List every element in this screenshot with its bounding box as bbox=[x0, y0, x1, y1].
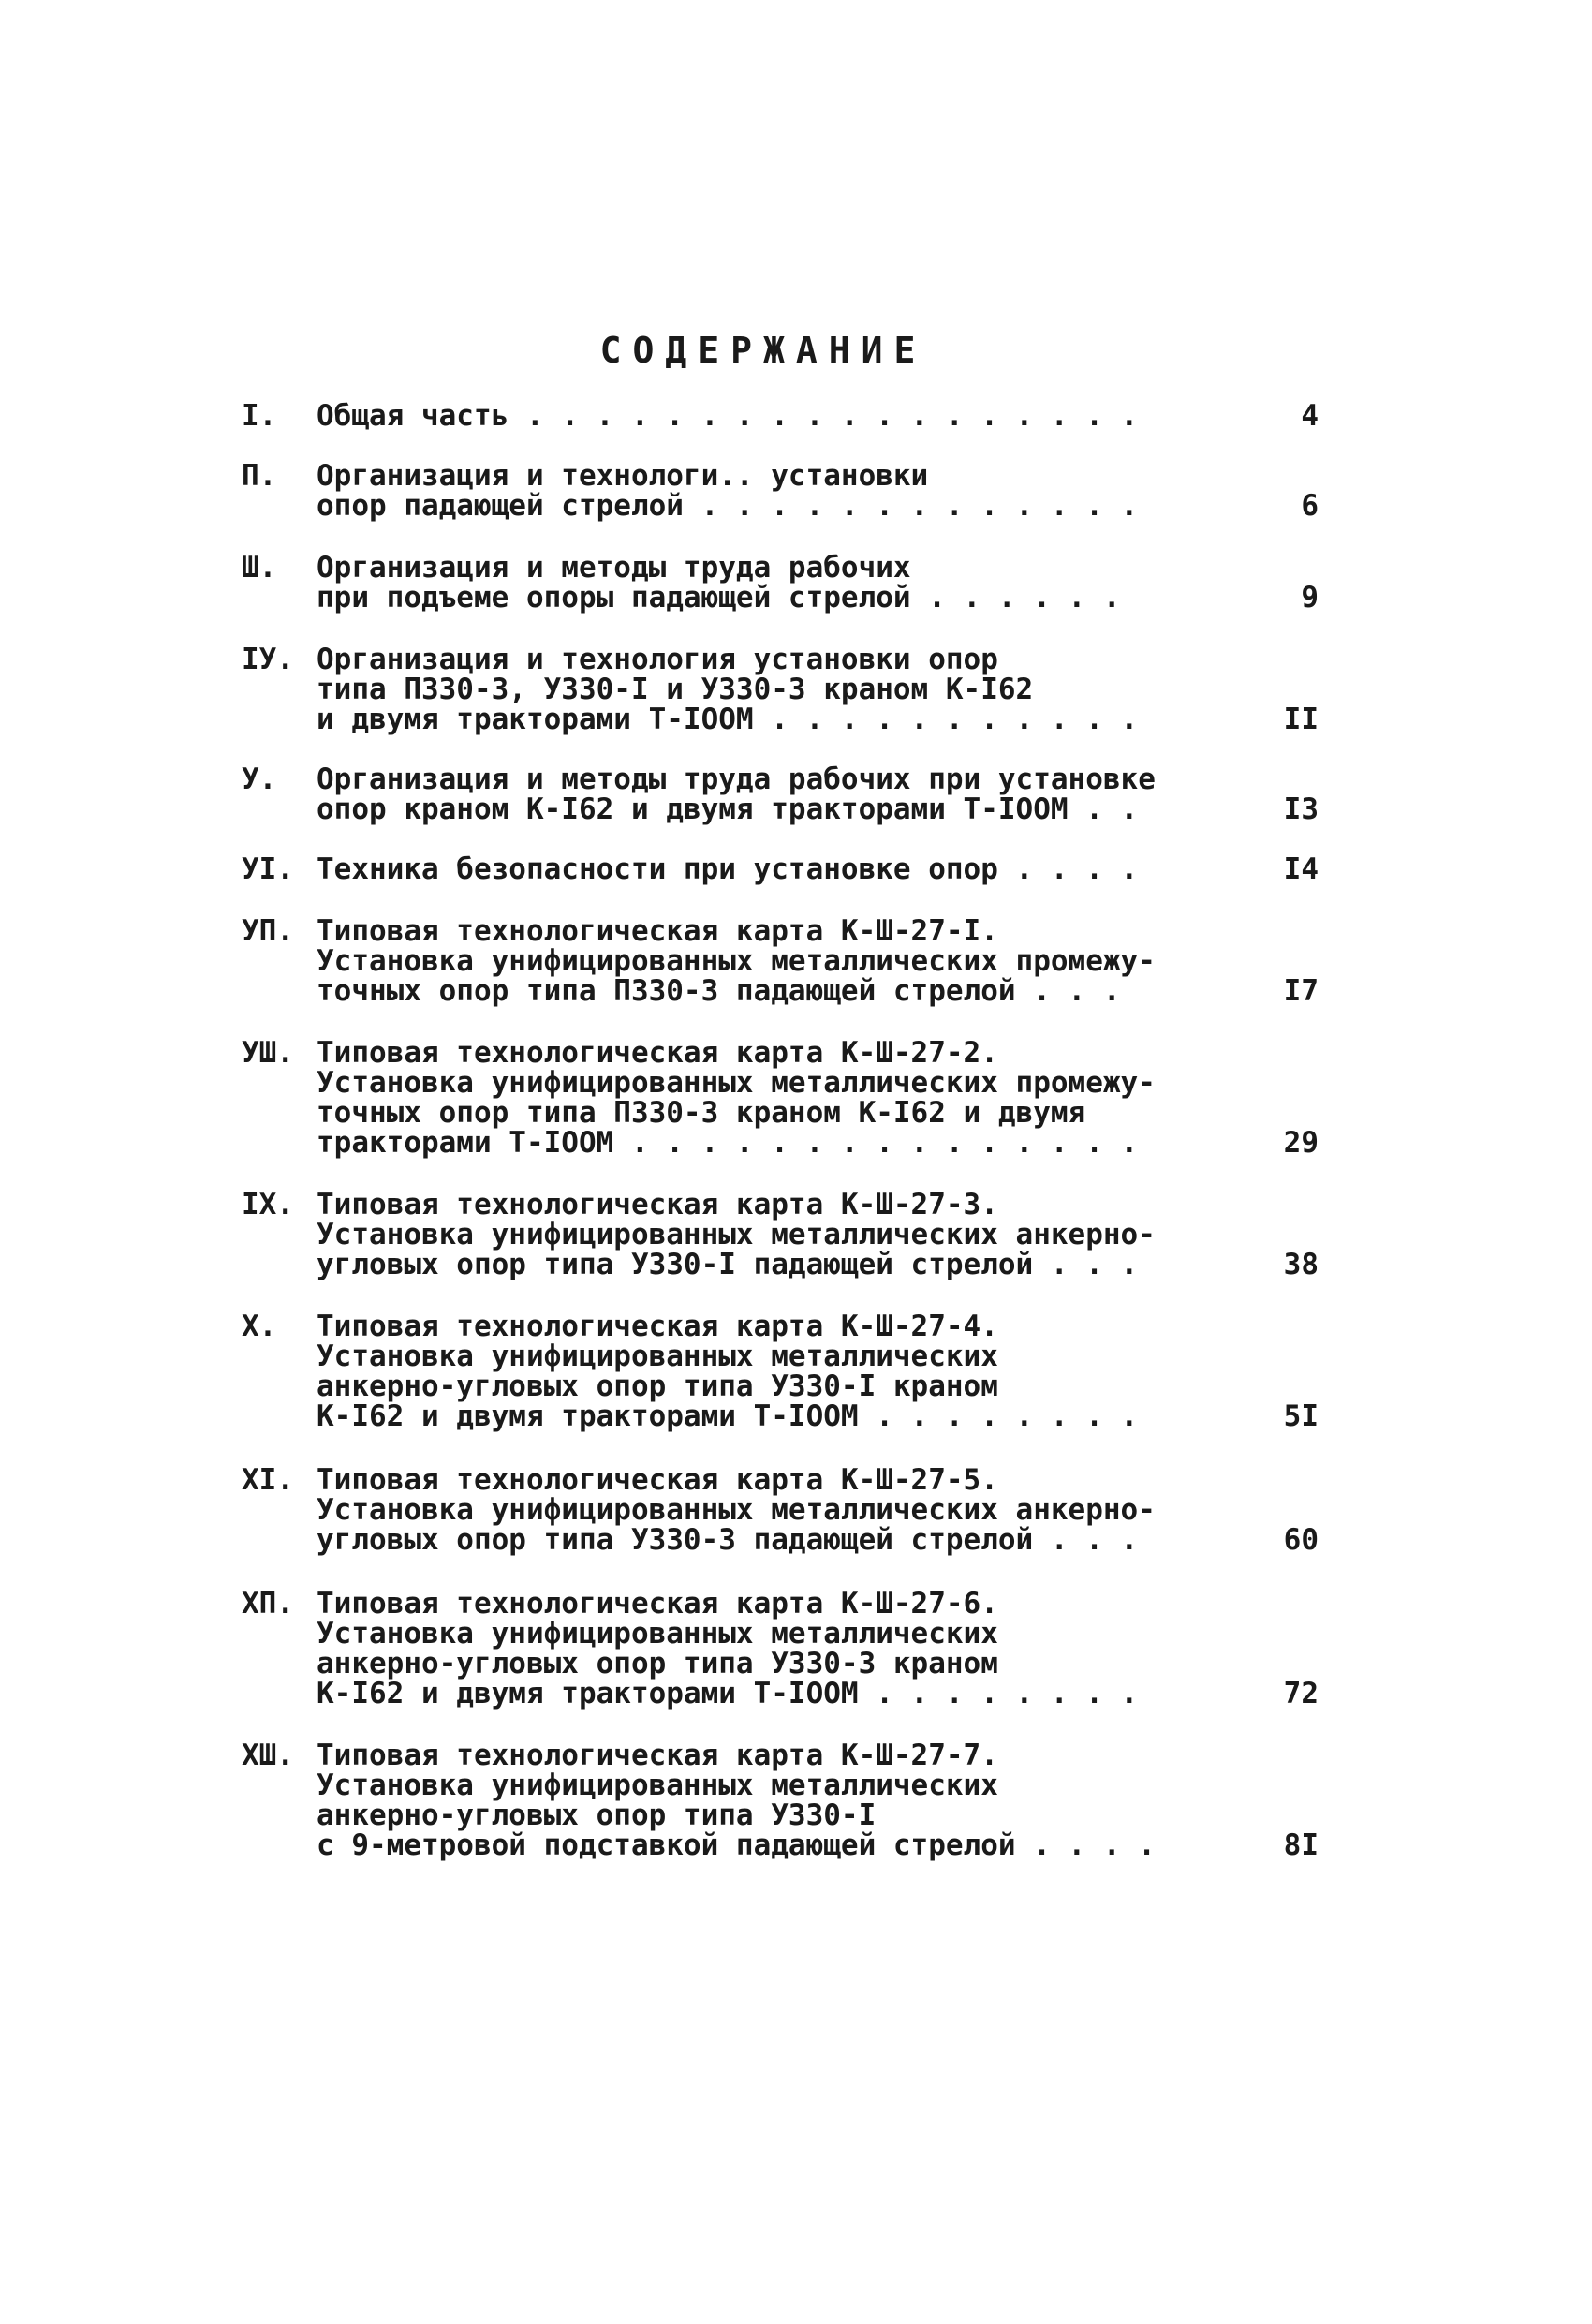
entry-line: Установка унифицированных металлических bbox=[317, 1769, 998, 1802]
entry-text bbox=[317, 916, 1197, 1006]
entry-text bbox=[317, 1589, 1197, 1709]
entry-line: Организация и методы труда рабочих bbox=[317, 551, 911, 585]
entry-text bbox=[317, 1465, 1197, 1555]
toc-entry bbox=[242, 1740, 1319, 1860]
entry-page: 8I bbox=[1283, 1828, 1319, 1862]
toc-entry bbox=[242, 1465, 1319, 1555]
entry-line: Установка унифицированных металлических bbox=[317, 1340, 998, 1373]
toc-entry bbox=[242, 764, 1319, 824]
entry-text bbox=[317, 764, 1197, 824]
entry-number: П. bbox=[242, 459, 277, 493]
toc-entry bbox=[242, 553, 1319, 613]
entry-number: УШ. bbox=[242, 1036, 294, 1070]
toc-entry bbox=[242, 916, 1319, 1006]
entry-text bbox=[317, 1311, 1197, 1431]
entry-line: и двумя тракторами Т-IOOМ . . . . . . . . . . . bbox=[317, 703, 1139, 736]
entry-line: Установка унифицированных металлических промежу- bbox=[317, 944, 1156, 978]
toc-entry bbox=[242, 854, 1319, 884]
entry-page: 72 bbox=[1283, 1677, 1319, 1710]
entry-page: 29 bbox=[1283, 1126, 1319, 1160]
entry-line: Типовая технологическая карта К-Ш-27-2. bbox=[317, 1036, 998, 1070]
toc-entry bbox=[242, 1589, 1319, 1709]
entry-line: Типовая технологическая карта К-Ш-27-I. bbox=[317, 914, 998, 948]
entry-page: I4 bbox=[1283, 852, 1319, 886]
entry-line: Техника безопасности при установке опор . . . . bbox=[317, 852, 1139, 886]
entry-text bbox=[317, 553, 1197, 613]
entry-line: Установка унифицированных металлических промежу- bbox=[317, 1066, 1156, 1100]
entry-line: анкерно-угловых опор типа У330-I краном bbox=[317, 1369, 998, 1403]
entry-line: угловых опор типа У330-3 падающей стрелой . . . bbox=[317, 1523, 1139, 1557]
entry-page: 6 bbox=[1301, 489, 1319, 523]
entry-line: Организация и методы труда рабочих при установке bbox=[317, 762, 1156, 796]
entry-line: Организация и технологи.. установки bbox=[317, 459, 929, 493]
page-title: СОДЕРЖАНИЕ bbox=[599, 330, 927, 371]
entry-page: 38 bbox=[1283, 1248, 1319, 1281]
entry-line: с 9-метровой подставкой падающей стрелой . . . . bbox=[317, 1828, 1156, 1862]
entry-number: XI. bbox=[242, 1463, 294, 1497]
entry-number: X. bbox=[242, 1310, 277, 1343]
entry-line: Типовая технологическая карта К-Ш-27-5. bbox=[317, 1463, 998, 1497]
entry-line: Типовая технологическая карта К-Ш-27-7. bbox=[317, 1739, 998, 1772]
entry-line: Установка унифицированных металлических анкерно- bbox=[317, 1218, 1156, 1251]
entry-text bbox=[317, 461, 1197, 521]
entry-text bbox=[317, 854, 1197, 884]
entry-line: Типовая технологическая карта К-Ш-27-3. bbox=[317, 1188, 998, 1221]
entry-number: XП. bbox=[242, 1587, 294, 1621]
toc-entry bbox=[242, 1038, 1319, 1158]
entry-page: 60 bbox=[1283, 1523, 1319, 1557]
entry-number: УП. bbox=[242, 914, 294, 948]
entry-line: Общая часть . . . . . . . . . . . . . . . . . . bbox=[317, 399, 1139, 433]
toc-entry bbox=[242, 644, 1319, 734]
entry-number: IX. bbox=[242, 1188, 294, 1221]
entry-line: типа П330-3, У330-I и У330-3 краном К-I62 bbox=[317, 673, 1034, 706]
entry-number: IУ. bbox=[242, 643, 294, 676]
toc-entry bbox=[242, 401, 1319, 431]
entry-line: К-I62 и двумя тракторами Т-IOOМ . . . . . . . . bbox=[317, 1677, 1139, 1710]
entry-line: Типовая технологическая карта К-Ш-27-4. bbox=[317, 1310, 998, 1343]
entry-text bbox=[317, 401, 1197, 431]
entry-line: при подъеме опоры падающей стрелой . . . . . . bbox=[317, 581, 1121, 614]
entry-line: опор краном К-I62 и двумя тракторами Т-IOOМ . . bbox=[317, 792, 1139, 826]
entry-text bbox=[317, 1038, 1197, 1158]
entry-text bbox=[317, 1740, 1197, 1860]
entry-line: анкерно-угловых опор типа У330-3 краном bbox=[317, 1647, 998, 1680]
entry-line: К-I62 и двумя тракторами Т-IOOМ . . . . . . . . bbox=[317, 1399, 1139, 1433]
entry-text bbox=[317, 644, 1197, 734]
entry-line: Установка унифицированных металлических анкерно- bbox=[317, 1493, 1156, 1527]
entry-page: I7 bbox=[1283, 974, 1319, 1008]
toc-entry bbox=[242, 1311, 1319, 1431]
entry-page: 4 bbox=[1301, 399, 1319, 433]
entry-page: 9 bbox=[1301, 581, 1319, 614]
entry-line: точных опор типа П330-3 краном К-I62 и двумя bbox=[317, 1096, 1086, 1130]
entry-line: опор падающей стрелой . . . . . . . . . . . . . bbox=[317, 489, 1139, 523]
entry-number: Ш. bbox=[242, 551, 277, 585]
entry-number: УI. bbox=[242, 852, 294, 886]
entry-number: I. bbox=[242, 399, 277, 433]
entry-text bbox=[317, 1190, 1197, 1280]
entry-line: Организация и технология установки опор bbox=[317, 643, 998, 676]
entry-line: Установка унифицированных металлических bbox=[317, 1617, 998, 1650]
entry-line: Типовая технологическая карта К-Ш-27-6. bbox=[317, 1587, 998, 1621]
entry-number: XШ. bbox=[242, 1739, 294, 1772]
entry-line: угловых опор типа У330-I падающей стрелой . . . bbox=[317, 1248, 1139, 1281]
entry-line: анкерно-угловых опор типа У330-I bbox=[317, 1799, 877, 1832]
entry-page: II bbox=[1283, 703, 1319, 736]
entry-page: I3 bbox=[1283, 792, 1319, 826]
entry-page: 5I bbox=[1283, 1399, 1319, 1433]
toc-entry bbox=[242, 1190, 1319, 1280]
entry-number: У. bbox=[242, 762, 277, 796]
entry-line: точных опор типа П330-3 падающей стрелой . . . bbox=[317, 974, 1121, 1008]
toc-entry bbox=[242, 461, 1319, 521]
entry-line: тракторами Т-IOOМ . . . . . . . . . . . . . . . bbox=[317, 1126, 1139, 1160]
